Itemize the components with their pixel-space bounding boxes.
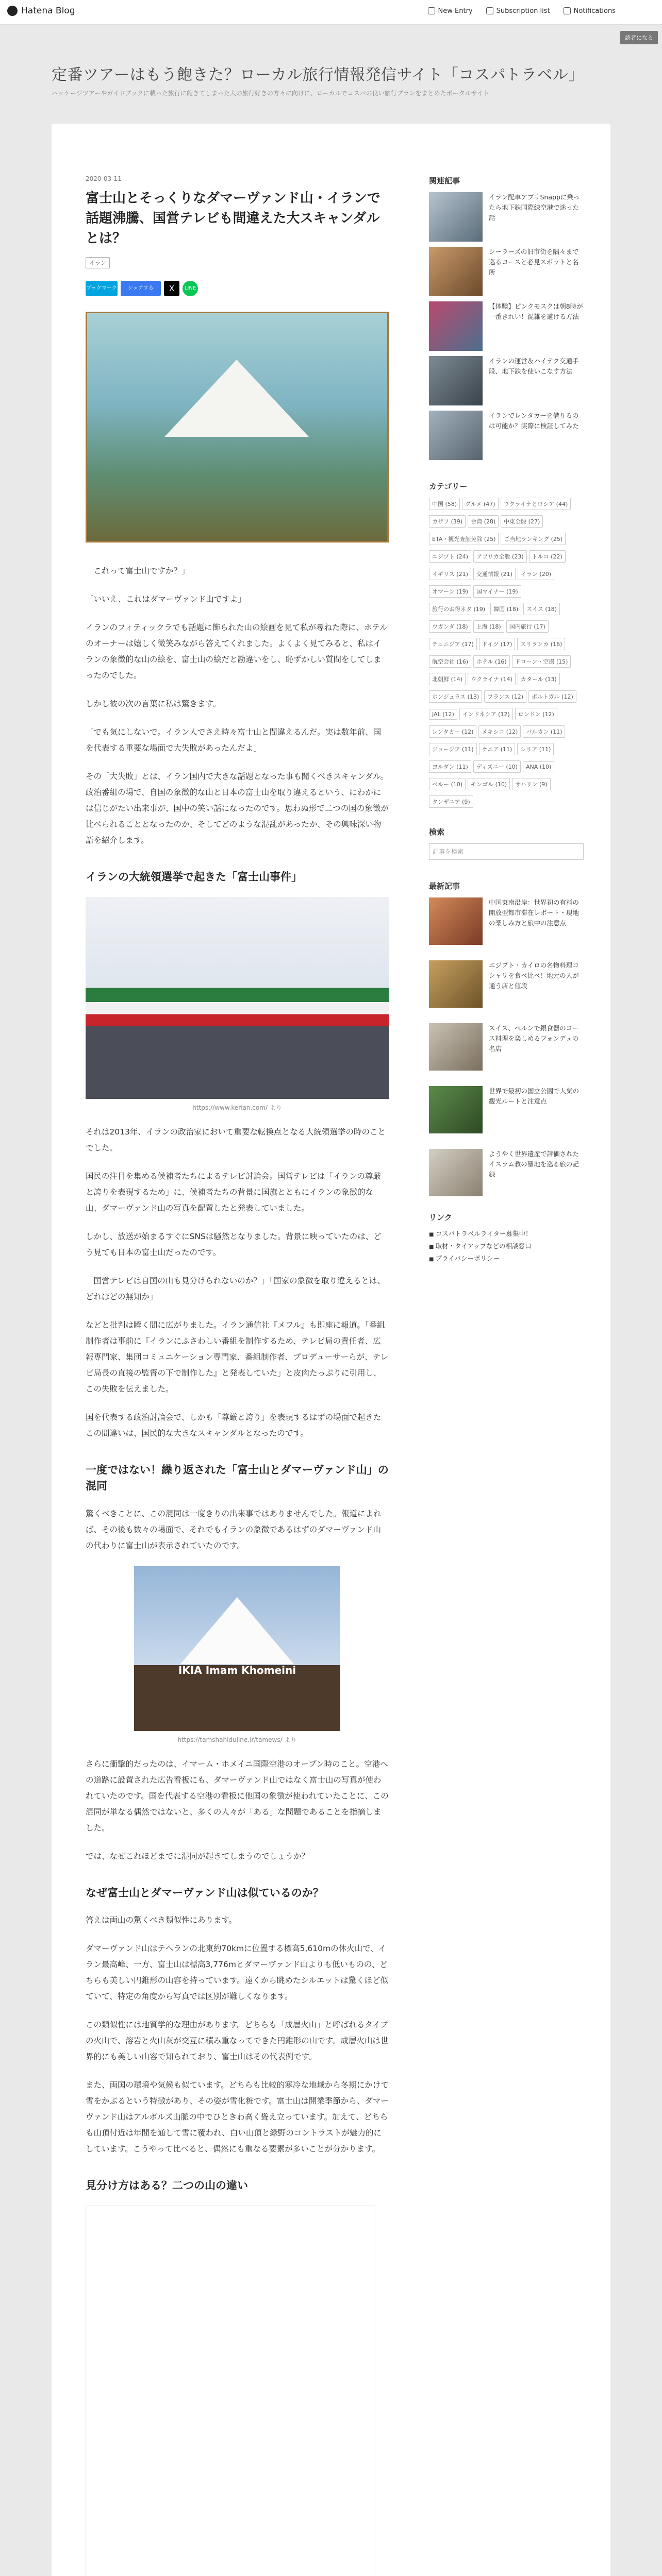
category-tag[interactable]: ケニア (11) <box>479 743 516 755</box>
paragraph: 「国営テレビは自国の山も見分けられないのか？」「国家の象徴を取り違えるとは、どれほどの無知か」 <box>86 1276 385 1301</box>
category-list <box>429 498 584 813</box>
popular-item-title[interactable]: イラン配車アプリSnappに乗ったら地下鉄国際線空港で迷った話 <box>489 193 580 222</box>
popular-item[interactable] <box>429 301 584 356</box>
latest-item[interactable] <box>429 960 584 1008</box>
links-heading: リンク <box>429 1213 452 1222</box>
category-tag[interactable]: インドネシア (12) <box>459 708 513 720</box>
airport-sign-text: IKIA Imam Khomeini <box>178 1664 296 1676</box>
category-tag[interactable]: 交通情報 (21) <box>473 568 516 580</box>
hatena-logo-text: Hatena Blog <box>21 6 75 16</box>
category-tag[interactable]: 旅行のお得ネタ (19) <box>429 603 488 615</box>
facebook-share-button[interactable]: シェアする <box>121 281 161 296</box>
hatena-logo-icon <box>7 6 18 16</box>
article-date[interactable]: 2020-03-11 <box>86 175 122 182</box>
paragraph: 答えは両山の驚くべき類似性にあります。 <box>86 1916 237 1925</box>
section-heading: 見分け方はある？二つの山の違い <box>86 2179 248 2192</box>
category-tag[interactable]: ウクライナとロシア (44) <box>501 498 571 510</box>
category-tag[interactable]: ロンドン (12) <box>515 708 557 720</box>
popular-item-title[interactable]: イランでレンタカーを借りるのは可能か？実際に検証してみた <box>489 412 580 430</box>
latest-item[interactable] <box>429 1023 584 1071</box>
category-tag[interactable]: ホンジュラス (13) <box>429 690 482 703</box>
latest-item[interactable] <box>429 1149 584 1196</box>
popular-thumbnail <box>429 411 483 460</box>
site-description: パッケージツアーやガイドブックに載った旅行に飽きてしまった大の旅行好きの方々に向けに、ローカルでコスパの良い旅行プランをまとめたポータルサイト <box>52 90 489 97</box>
link-item[interactable]: ■ コスパトラベルライター募集中！ <box>429 1229 584 1238</box>
popular-item[interactable] <box>429 192 584 247</box>
category-tag[interactable]: モンゴル (10) <box>468 778 510 790</box>
notifications-button[interactable] <box>564 7 616 15</box>
article-title[interactable]: 富士山とそっくりなダマーヴァンド山・イランで話題沸騰、国営テレビも間違えた大スキャンダルとは？ <box>86 191 380 246</box>
category-tag[interactable]: メキシコ (12) <box>478 725 521 738</box>
popular-heading: 関連記事 <box>429 176 460 185</box>
paragraph: その「大失敗」とは、イラン国内で大きな話題となった事も聞くべきスキャンダル。政治番組の場で、自国の象徴的な山と日本の富士山を取り違えるという、にわかには信じがたい出来事が、国中の笑い話になったのです。思わぬ形で二つの国の象徴が比べられることとなったのか、そしてどのような混乱があったか、その興味深い物語を紹介します。 <box>86 772 389 845</box>
category-tag[interactable]: フランス (12) <box>484 690 526 703</box>
section-heading: 一度ではない！繰り返された「富士山とダマーヴァンド山」の混同 <box>86 1463 389 1492</box>
site-title[interactable]: 定番ツアーはもう飽きた？ローカル旅行情報発信サイト「コスパトラベル」 <box>52 66 584 84</box>
latest-item-title[interactable]: ようやく世界遺産で評価されたイスラム教の聖地を巡る旅の記録 <box>489 1150 580 1178</box>
latest-thumbnail <box>429 1023 483 1071</box>
latest-thumbnail <box>429 1086 483 1133</box>
category-tag[interactable]: スイス (18) <box>523 603 560 615</box>
category-tag[interactable]: シリア (11) <box>517 743 554 755</box>
category-tag[interactable]: ジョージア (11) <box>429 743 477 755</box>
category-tag[interactable]: ドローン・空撮 (15) <box>512 655 571 668</box>
paragraph: では、なぜこれほどまでに混同が起きてしまうのでしょうか？ <box>86 1851 310 1861</box>
category-tag[interactable]: 台湾 (28) <box>468 515 499 528</box>
content-wrapper <box>52 124 610 2576</box>
popular-item[interactable] <box>429 247 584 301</box>
category-tag[interactable]: トルコ (22) <box>529 550 566 563</box>
paragraph: また、両国の環境や気候も似ています。どちらも比較的寒冷な地域から冬期にかけて雪をかぶるという特徴があり、その姿が雪化粧です。富士山は開業季節から、ダマーヴァンド山はアルボルズ山脈の中でひときわ高く聳え立っています。加えて、どちらも山頂付近は年間を通して雪に覆われ、白い山頂と緑野のコントラストが魅力的にしています。こうやって比べると、偶然にも重なる要素が多いことが分かります。 <box>86 2080 389 2154</box>
category-tag[interactable]: 北朝鮮 (14) <box>429 673 466 685</box>
link-item[interactable]: ■ 取材・タイアップなどの相談窓口 <box>429 1241 584 1250</box>
painting-mountain-shape <box>164 360 309 437</box>
bell-icon <box>564 7 571 14</box>
subscription-label: Subscription list <box>496 7 550 15</box>
latest-item-title[interactable]: 中国東南沿岸：世界初の有料の開放型都市滞在レポート・現地の楽しみ方と旅中の注意点 <box>489 899 580 927</box>
list-icon <box>486 7 493 14</box>
section-heading: なぜ富士山とダマーヴァンド山は似ているのか？ <box>86 1886 324 1899</box>
subscribe-reader-button[interactable]: 読者になる <box>620 31 658 44</box>
airport-mountain-shape <box>180 1597 294 1664</box>
mountain-painting-image <box>86 312 389 543</box>
latest-item-title[interactable]: スイス、ベルンで銀食器のコース料理を楽しめるフォンデュの名店 <box>489 1024 579 1053</box>
notifications-label: Notifications <box>573 7 616 15</box>
category-tag[interactable]: JAL (12) <box>429 709 457 720</box>
popular-item[interactable] <box>429 356 584 411</box>
paragraph: 驚くべきことに、この混同は一度きりの出来事ではありませんでした。報道によれば、その後も数々の場面で、それでもイランの象徴であるはずのダマーヴァンド山の代わりに富士山が表示されていたのです。 <box>86 1509 382 1550</box>
latest-thumbnail <box>429 960 483 1008</box>
paragraph: イランのフィティックラでも話題に飾られた山の絵画を見て私が尋ねた際に、ホテルのオーナーは嬉しく微笑みながら答えてくれました。よくよく見てみると、私はイランの象徴的な山の絵を、富士山の絵だと勘違いをし、恥ずかしい質問をしてしまったのでした。 <box>86 623 388 680</box>
category-tag[interactable]: ドイツ (17) <box>479 638 516 650</box>
latest-item-title[interactable]: エジプト・カイロの名物料理コシャリを食べ比べ！地元の人が通う店と値段 <box>489 961 579 990</box>
category-tag[interactable]: ウクライナ (14) <box>468 673 516 685</box>
article <box>86 175 389 2576</box>
hatena-nav <box>428 7 616 15</box>
category-tag[interactable]: イラン (20) <box>518 568 554 580</box>
paragraph: 「これって富士山ですか？」 <box>86 566 190 575</box>
airport-sign-image <box>134 1566 340 1731</box>
category-tag[interactable]: オマーン (19) <box>429 585 471 598</box>
new-entry-label: New Entry <box>438 7 473 15</box>
new-entry-button[interactable] <box>428 7 473 15</box>
popular-item-title[interactable]: シーラーズの旧市街を隅々まで巡るコースと必見スポットと名所 <box>489 248 579 276</box>
subscription-button[interactable] <box>486 7 550 15</box>
category-tag[interactable]: チュニジア (17) <box>429 638 477 650</box>
links-list <box>429 1229 584 1263</box>
categories-heading: カテゴリー <box>429 482 468 491</box>
link-item[interactable]: ■ プライバシーポリシー <box>429 1253 584 1263</box>
category-tag[interactable]: アフリカ全般 (23) <box>473 550 527 563</box>
paragraph: さらに衝撃的だったのは、イマーム・ホメイニ国際空港のオープン時のこと。空港への道路に設置された広告看板にも、ダマーヴァンド山ではなく富士山の写真が使われていたのです。国を代表する空港の看板に他国の象徴が使われていたことに、この混同が単なる偶然ではないと、多くの人々が「ある」な問題であることを指摘しました。 <box>86 1759 389 1833</box>
popular-thumbnail <box>429 356 483 405</box>
category-tag[interactable]: タンザニア (9) <box>429 795 473 808</box>
article-category[interactable]: イラン <box>86 257 110 268</box>
paragraph: ダマーヴァンド山はテヘランの北東約70kmに位置する標高5,610mの休火山で、イラン最高峰、一方、富士山は標高3,776mとダマーヴァンド山よりも低いものの、どちらも美しい円錐形の山容を持っています。遠くから眺めたシルエットは驚くほど似ていて、特定の角度から写真では区別が難しくなります。 <box>86 1944 389 2001</box>
image-caption: https://tamshahiduline.ir/tamews/ より <box>177 1736 297 1743</box>
hatebu-share-button[interactable]: ブックマーク <box>86 281 118 296</box>
paragraph: 国民の注目を集める候補者たちによるテレビ討論会。国営テレビは「イランの尊厳と誇りを表現するため」に、候補者たちの背景に国旗とともにイランの象徴的な山、ダマーヴァンド山の写真を配置したと発表していました。 <box>86 1171 381 1213</box>
latest-thumbnail <box>429 1149 483 1196</box>
category-tag[interactable]: 中東全般 (27) <box>501 515 543 528</box>
category-tag[interactable]: カザフ (39) <box>429 515 466 528</box>
category-tag[interactable]: サハリン (9) <box>512 778 550 790</box>
search-heading: 検索 <box>429 827 445 837</box>
latest-heading: 最新記事 <box>429 882 460 891</box>
image-caption: https://www.kerian.com/ より <box>192 1104 282 1111</box>
paragraph: 「でも気にしないで。イラン人でさえ時々富士山と間違えるんだ。実は数年前、国を代表する重要な場面で大失敗があったんだよ」 <box>86 727 382 753</box>
popular-thumbnail <box>429 301 483 351</box>
popular-item-title[interactable]: 【体験】ピンクモスクは朝8時が一番きれい！混雑を避ける方法 <box>489 302 583 320</box>
category-tag[interactable]: ウガンダ (18) <box>429 620 471 633</box>
category-tag[interactable]: エジプト (24) <box>429 550 471 563</box>
paragraph: この類似性には地質学的な理由があります。どちらも「成層火山」と呼ばれるタイプの火山で、溶岩と火山灰が交互に積み重なってできた円錐形の山です。成層火山は世界的にも美しい山容で知られており、富士山はその代表例です。 <box>86 2020 389 2061</box>
latest-item[interactable] <box>429 897 584 945</box>
category-tag[interactable]: カタール (13) <box>518 673 560 685</box>
paragraph: 国を代表する政治討論会で、しかも「尊厳と誇り」を表現するはずの場面で起きたこの間違いは、国民的な大きなスキャンダルとなったのです。 <box>86 1412 382 1438</box>
category-tag[interactable]: 国内旅行 (17) <box>506 620 549 633</box>
paragraph: しかし彼の次の言葉に私は驚きます。 <box>86 699 221 708</box>
paragraph: それは2013年、イランの政治家において重要な転換点となる大統領選挙の時のことでした。 <box>86 1127 386 1153</box>
category-tag[interactable]: ペルー (10) <box>429 778 466 790</box>
category-tag[interactable]: ヨルダン (11) <box>429 760 471 773</box>
latest-item-title[interactable]: 世界で最初の国立公園で人気の観光ルートと注意点 <box>489 1087 580 1105</box>
debate-stage-image <box>86 897 389 1099</box>
search-input[interactable]: 記事を検索 <box>429 843 584 860</box>
hatena-logo[interactable] <box>7 6 75 16</box>
category-tag[interactable]: 中国 (58) <box>429 498 460 510</box>
pencil-icon <box>428 7 435 14</box>
category-tag[interactable]: スリランカ (16) <box>517 638 565 650</box>
section-heading: イランの大統領選挙で起きた「富士山事件」 <box>86 871 302 883</box>
category-tag[interactable]: ETA・観光査証免除 (25) <box>429 533 499 545</box>
sidebar <box>429 175 584 1266</box>
category-tag[interactable]: ホテル (16) <box>473 655 510 668</box>
category-tag[interactable]: グルメ (47) <box>462 498 498 510</box>
line-share-button[interactable]: LINE <box>183 281 198 296</box>
latest-thumbnail <box>429 897 483 945</box>
category-tag[interactable]: ポルトガル (12) <box>528 690 576 703</box>
hatena-bar <box>0 0 662 25</box>
category-tag[interactable]: ご当地ランキング (25) <box>501 533 566 545</box>
latest-item[interactable] <box>429 1086 584 1133</box>
paragraph: などと批判は瞬く間に広がりました。イラン通信社『メフル』も即座に報道。「番組制作者は事前に『イランにふさわしい番組を制作するため、テレビ局の責任者、広報専門家、集団コミュニケーション専門家、番組制作者、プロデューサーらが、テレビ局長の直接の監督の下で制作した』と発表していた」と皮肉たっぷりに引用し、この失敗を伝えました。 <box>86 1320 389 1394</box>
popular-thumbnail <box>429 247 483 296</box>
category-tag[interactable]: 国マイナー (19) <box>473 585 521 598</box>
category-tag[interactable]: 韓国 (18) <box>490 603 521 615</box>
category-tag[interactable]: イギリス (21) <box>429 568 471 580</box>
embedded-content-frame <box>86 2206 375 2576</box>
category-tag[interactable]: バルカン (11) <box>523 725 565 738</box>
share-buttons <box>86 281 389 296</box>
category-tag[interactable]: ディズニー (10) <box>473 760 521 773</box>
popular-item[interactable] <box>429 411 584 465</box>
category-tag[interactable]: 航空会社 (16) <box>429 655 471 668</box>
popular-list <box>429 192 584 465</box>
category-tag[interactable]: ANA (10) <box>523 761 554 772</box>
popular-item-title[interactable]: イランの運営＆ハイテク交通手段、地下鉄を使いこなす方法 <box>489 357 579 375</box>
paragraph: しかし、放送が始まるすぐにSNSは騒然となりました。背景に映っていたのは、どう見ても日本の富士山だったのです。 <box>86 1231 382 1257</box>
popular-thumbnail <box>429 192 483 242</box>
x-share-button[interactable]: X <box>164 281 179 296</box>
category-tag[interactable]: レンタカー (12) <box>429 725 476 738</box>
paragraph: 「いいえ、これはダマーヴァンド山ですよ」 <box>86 595 246 604</box>
category-tag[interactable]: 上海 (18) <box>473 620 504 633</box>
